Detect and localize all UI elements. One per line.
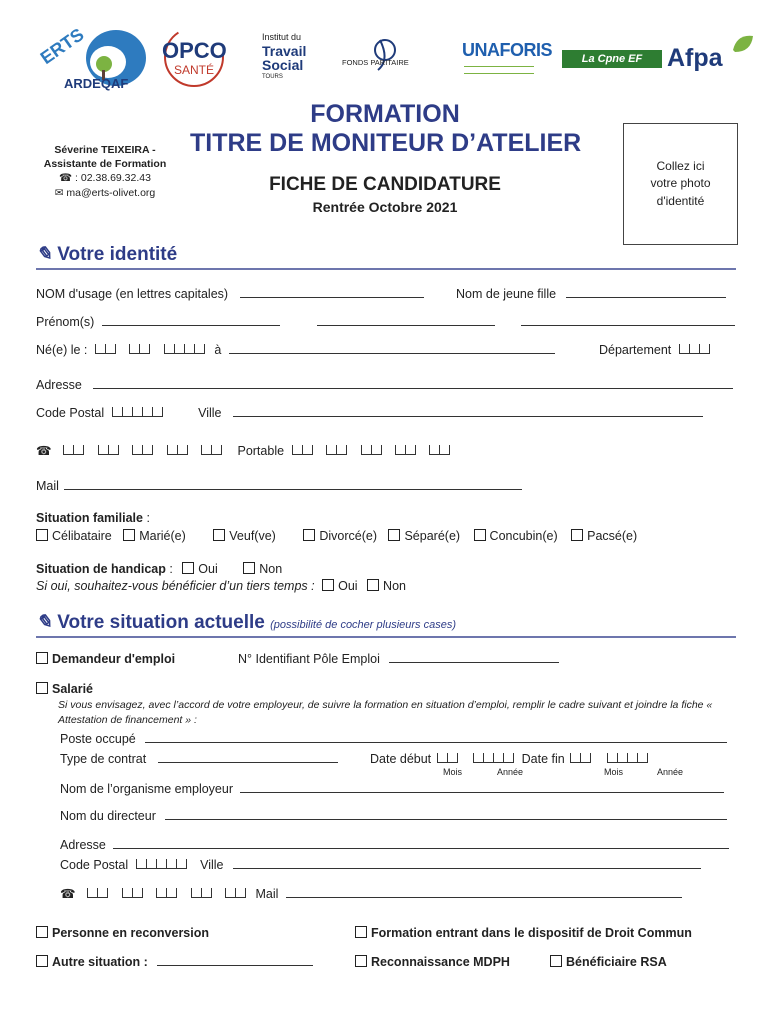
nom-usage-field[interactable] (240, 287, 424, 298)
afpa-label: Afpa (667, 44, 723, 72)
directeur-label: Nom du directeur (60, 809, 156, 823)
poste-field[interactable] (145, 732, 727, 743)
type-contrat-field[interactable] (158, 752, 338, 763)
its-line2: Travail (262, 43, 307, 59)
situation-familiale-row: Situation familiale : (36, 511, 150, 525)
option-veuf[interactable]: Veuf(ve) (213, 529, 276, 543)
tiers-temps-row (36, 579, 406, 593)
fiche-title: FICHE DE CANDIDATURE (269, 174, 501, 195)
adresse-row (36, 378, 733, 392)
tiers-temps-oui[interactable]: Oui (322, 579, 357, 593)
departement-boxes[interactable] (679, 343, 710, 353)
mdph-option[interactable]: Reconnaissance MDPH (355, 955, 510, 969)
mobile-boxes-4[interactable] (395, 444, 416, 454)
its-line1: Institut du (262, 32, 302, 42)
fonds-label: FONDS PARITAIRE (342, 58, 409, 67)
salarie-option[interactable]: Salarié (36, 682, 93, 696)
date-fin-label: Date fin (521, 752, 565, 766)
erts-logo (36, 18, 151, 98)
mobile-boxes-3[interactable] (361, 444, 382, 454)
tel-boxes-3[interactable] (132, 444, 153, 454)
identifiant-row (238, 652, 559, 666)
employeur-adresse-row (60, 838, 729, 852)
prenom-field-3[interactable] (521, 315, 735, 326)
pencil-icon: ✎ (36, 612, 52, 633)
option-celibataire[interactable]: Célibataire (36, 529, 112, 543)
checkbox-icon (571, 529, 583, 541)
checkbox-icon (388, 529, 400, 541)
poste-row (60, 732, 727, 746)
checkbox-icon (367, 579, 379, 591)
organisme-label: Nom de l’organisme employeur (60, 782, 233, 796)
tel-boxes-2[interactable] (98, 444, 119, 454)
a-label: à (214, 343, 222, 357)
birth-day-boxes[interactable] (95, 343, 116, 353)
portable-label: Portable (237, 444, 285, 458)
opco-sante-logo (150, 26, 238, 88)
prenom-field-1[interactable] (102, 315, 280, 326)
employeur-adresse-label: Adresse (60, 838, 106, 852)
tel-boxes-4[interactable] (167, 444, 188, 454)
cpne-logo (562, 50, 662, 68)
contact-block (30, 143, 180, 200)
directeur-row (60, 809, 727, 823)
prenom-field-2[interactable] (317, 315, 495, 326)
organisme-field[interactable] (240, 782, 724, 793)
identifiant-label: N° Identifiant Pôle Emploi (238, 652, 380, 666)
annee-label-2: Année (657, 767, 684, 777)
contact-role: Assistante de Formation (43, 158, 167, 171)
tiers-temps-label: Si oui, souhaitez-vous bénéficier d’un tiers temps : (36, 579, 315, 593)
salarie-note: Si vous envisagez, avec l’accord de votre employeur, de suivre la formation en situation d’emploi, remplir le cadre suivant et joindre la fiche « Attestation de financement » : (58, 699, 713, 727)
title-line-1: FORMATION (310, 100, 460, 128)
prenom-row (36, 315, 735, 329)
pencil-icon: ✎ (36, 244, 52, 265)
employeur-cp-row (60, 858, 701, 872)
telephone-row (36, 443, 452, 458)
autre-field[interactable] (157, 955, 313, 966)
cpne-label: La Cpne EF (581, 53, 643, 65)
employeur-adresse-field[interactable] (113, 838, 729, 849)
photo-box[interactable] (623, 123, 738, 245)
checkbox-icon (550, 955, 562, 967)
prenom-label: Prénom(s) (36, 315, 95, 329)
demandeur-row (36, 652, 175, 666)
mobile-boxes-1[interactable] (292, 444, 313, 454)
mobile-boxes-5[interactable] (429, 444, 450, 454)
option-divorce[interactable]: Divorcé(e) (303, 529, 377, 543)
ardeqaf-label: ARDEQAF (64, 76, 129, 91)
employeur-ville-label: Ville (200, 858, 224, 872)
svg-text:ERTS: ERTS (36, 24, 88, 69)
nom-jeune-fille-field[interactable] (566, 287, 726, 298)
opco-sante-label: SANTÉ (174, 63, 215, 77)
departement-row (599, 343, 712, 357)
checkbox-icon (474, 529, 486, 541)
contact-name: Séverine TEIXEIRA - (54, 144, 156, 156)
unaforis-underline (464, 66, 534, 74)
mois-label-2: Mois (604, 767, 624, 777)
situation-rule (36, 636, 736, 638)
adresse-field[interactable] (93, 378, 733, 389)
title-line-2: TITRE DE MONITEUR D’ATELIER (190, 128, 582, 157)
fonds-paritaire-logo (340, 30, 450, 80)
annee-label-1: Année (497, 767, 524, 777)
emp-tel-boxes-2[interactable] (122, 887, 143, 897)
its-line3: Social (262, 57, 304, 73)
employeur-cp-boxes[interactable] (136, 858, 187, 868)
nom-jeune-fille-label: Nom de jeune fille (456, 287, 557, 301)
date-debut-mois[interactable] (437, 752, 458, 762)
checkbox-icon (182, 562, 194, 574)
checkbox-icon (36, 652, 48, 664)
identity-heading-text: Votre identité (57, 244, 178, 265)
autre-row (36, 955, 313, 969)
option-concubin[interactable]: Concubin(e) (474, 529, 558, 543)
opco-label: OPCO (162, 38, 227, 63)
contact-email[interactable]: ✉ ma@erts-olivet.org (54, 186, 156, 199)
contrat-row (60, 752, 338, 766)
emp-tel-boxes-3[interactable] (156, 887, 177, 897)
checkbox-icon (322, 579, 334, 591)
date-debut-label: Date début (370, 752, 432, 766)
unaforis-label: UNAFORIS (462, 40, 552, 60)
contact-phone: ☎ : 02.38.69.32.43 (59, 172, 151, 185)
reconversion-option[interactable]: Personne en reconversion (36, 926, 209, 940)
droit-commun-option[interactable]: Formation entrant dans le dispositif de Droit Commun (355, 926, 692, 940)
departement-label: Département (599, 343, 672, 357)
salarie-row (36, 682, 93, 696)
handicap-row: Situation de handicap : Oui Non (36, 562, 283, 576)
handicap-non[interactable]: Non (243, 562, 282, 576)
photo-text-1: Collez ici (656, 158, 705, 173)
organisme-row (60, 782, 724, 796)
nom-jeune-fille-row (456, 287, 726, 301)
phone-icon: ☎ (60, 887, 76, 901)
checkbox-icon (303, 529, 315, 541)
code-postal-row (36, 406, 703, 420)
code-postal-label: Code Postal (36, 406, 105, 420)
type-contrat-label: Type de contrat (60, 752, 147, 766)
code-postal-boxes[interactable] (112, 406, 163, 416)
mobile-boxes-2[interactable] (326, 444, 347, 454)
date-debut-row (370, 752, 650, 766)
reconversion-row (36, 926, 209, 940)
nom-usage-label: NOM d'usage (en lettres capitales) (36, 287, 229, 301)
poste-label: Poste occupé (60, 732, 136, 746)
rsa-option[interactable]: Bénéficiaire RSA (550, 955, 667, 969)
emp-tel-boxes-5[interactable] (225, 887, 246, 897)
mail-row (36, 479, 522, 493)
phone-icon: ☎ (36, 444, 52, 458)
fonds-graphic (340, 30, 450, 80)
situation-heading-note: (possibilité de cocher plusieurs cases) (270, 619, 456, 631)
demandeur-option[interactable]: Demandeur d'emploi (36, 652, 175, 666)
afpa-logo (665, 32, 755, 78)
mail-label: Mail (36, 479, 59, 493)
ville-field[interactable] (233, 406, 703, 417)
birth-month-boxes[interactable] (129, 343, 150, 353)
checkbox-icon (36, 926, 48, 938)
nom-usage-row (36, 287, 424, 301)
checkbox-icon (36, 955, 48, 967)
checkbox-icon (36, 682, 48, 694)
directeur-field[interactable] (165, 809, 727, 820)
ne-le-label: Né(e) le : (36, 343, 88, 357)
its-logo (260, 26, 320, 86)
identity-heading (36, 243, 177, 266)
mail-field[interactable] (64, 479, 522, 490)
situation-options (36, 529, 637, 543)
handicap-oui[interactable]: Oui (182, 562, 217, 576)
unaforis-logo (460, 38, 552, 78)
employeur-ville-field[interactable] (233, 858, 701, 869)
option-marie[interactable]: Marié(e) (123, 529, 186, 543)
rsa-row (550, 955, 667, 969)
lieu-naissance-field[interactable] (229, 343, 555, 354)
photo-text-3: d'identité (656, 193, 705, 208)
employeur-tel-row (60, 886, 682, 901)
date-fin-annee[interactable] (607, 752, 648, 762)
adresse-label: Adresse (36, 378, 82, 392)
identifiant-field[interactable] (389, 652, 559, 663)
option-separe[interactable]: Séparé(e) (388, 529, 460, 543)
droit-commun-row (355, 926, 692, 940)
birth-year-boxes[interactable] (164, 343, 205, 353)
checkbox-icon (355, 926, 367, 938)
situation-heading (36, 611, 456, 634)
mdph-row (355, 955, 510, 969)
option-pacse[interactable]: Pacsé(e) (571, 529, 637, 543)
rentree-label: Rentrée Octobre 2021 (312, 199, 458, 215)
situation-heading-text: Votre situation actuelle (57, 612, 265, 633)
formation-title (190, 100, 580, 158)
identity-rule (36, 268, 736, 270)
checkbox-icon (123, 529, 135, 541)
ville-label: Ville (198, 406, 222, 420)
emp-tel-boxes-4[interactable] (191, 887, 212, 897)
emp-tel-boxes-1[interactable] (87, 887, 108, 897)
tel-boxes-1[interactable] (63, 444, 84, 454)
checkbox-icon (355, 955, 367, 967)
employeur-mail-label: Mail (255, 887, 279, 901)
tel-boxes-5[interactable] (201, 444, 222, 454)
employeur-mail-field[interactable] (286, 887, 682, 898)
employeur-cp-label: Code Postal (60, 858, 129, 872)
checkbox-icon (36, 529, 48, 541)
naissance-row (36, 343, 555, 357)
date-fin-mois[interactable] (570, 752, 591, 762)
checkbox-icon (213, 529, 225, 541)
mois-label-1: Mois (443, 767, 463, 777)
autre-option[interactable]: Autre situation : (36, 955, 148, 969)
checkbox-icon (243, 562, 255, 574)
tiers-temps-non[interactable]: Non (367, 579, 406, 593)
date-debut-annee[interactable] (473, 752, 514, 762)
handicap-label: Situation de handicap (36, 562, 166, 576)
photo-text-2: votre photo (650, 176, 711, 191)
situation-familiale-label: Situation familiale (36, 511, 143, 525)
its-line4: TOURS (262, 74, 283, 80)
